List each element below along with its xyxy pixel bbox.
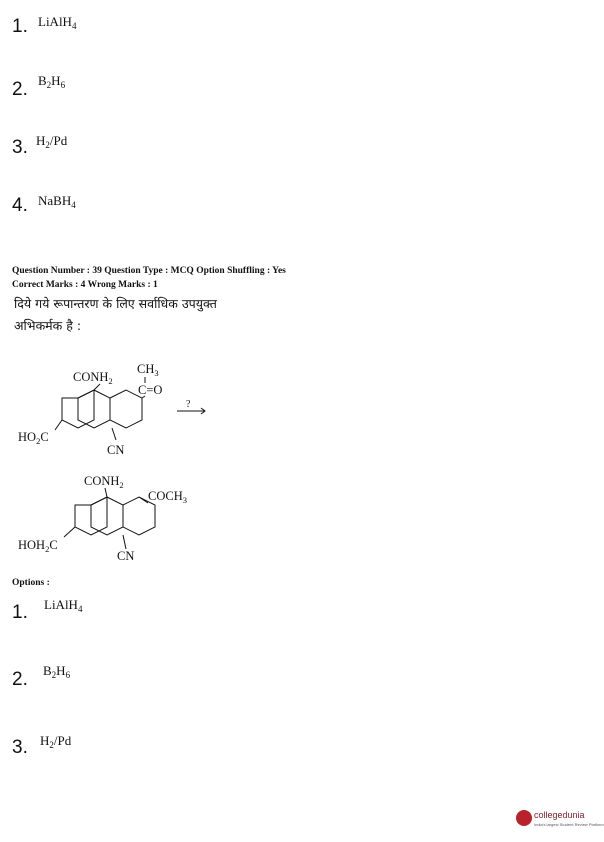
- product-cn-bond: [123, 535, 126, 549]
- product-hoh2c-label: $HOH_2C$: [18, 538, 58, 554]
- question-meta-line2: Correct Marks : 4 Wrong Marks : 1: [12, 280, 158, 290]
- bottom-option-2-number: 2.: [12, 669, 28, 690]
- product-conh2-label: $CONH_2$: [84, 474, 124, 490]
- top-option-3-text: $H_2/Pd$: [36, 133, 68, 150]
- reactant-ho2c-bond: [55, 420, 62, 430]
- reactant-cn-bond: [112, 428, 116, 440]
- product-cn-label: CN: [117, 549, 135, 563]
- logo-mascot-icon: [516, 810, 532, 826]
- top-option-1-text: LiAlH$_4$: [38, 14, 77, 31]
- top-option-3-number: 3.: [12, 137, 28, 158]
- top-option-4-number: 4.: [12, 195, 28, 216]
- reactant-conh2-label: $CONH_2$: [73, 370, 113, 386]
- product-coch3-label: $COCH_3$: [148, 489, 187, 505]
- bottom-option-3-number: 3.: [12, 737, 28, 758]
- reactant-ho2c-label: $HO_2C$: [18, 430, 49, 446]
- top-option-1-number: 1.: [12, 16, 28, 37]
- logo-name: collegedunia: [534, 810, 585, 820]
- bottom-option-3-text: $H_2/Pd$: [40, 733, 72, 750]
- options-label: Options :: [12, 578, 50, 588]
- product-conh2-bond: [105, 488, 107, 497]
- reactant-conh2-bond: [94, 384, 100, 390]
- collegedunia-logo: [516, 808, 604, 830]
- bottom-option-2-text: $B_2H_6$: [43, 663, 71, 680]
- reactant-co-label: C=O: [138, 383, 163, 397]
- top-option-4-text: NaBH$_4$: [38, 193, 76, 210]
- top-option-2-text: $B_2H_6$: [38, 73, 66, 90]
- product-hoh2c-bond: [64, 527, 75, 537]
- top-option-2-number: 2.: [12, 79, 28, 100]
- bottom-option-1-number: 1.: [12, 602, 28, 623]
- logo-tagline: India's largest Student Review Platform: [534, 822, 604, 827]
- bottom-option-1-text: LiAlH$_4$: [44, 597, 83, 614]
- question-meta-line1: Question Number : 39 Question Type : MCQ Option Shuffling : Yes: [12, 266, 286, 276]
- reactant-ch3-label: $CH_3$: [137, 362, 159, 378]
- product-coch3-bond: [139, 497, 148, 503]
- arrow-question-label: ?: [186, 399, 191, 410]
- reactant-cn-label: CN: [107, 443, 125, 457]
- question-text-line2: अभिकर्मक है :: [14, 318, 82, 333]
- question-text-line1: दिये गये रूपान्तरण के लिए सर्वाधिक उपयुक्त: [14, 296, 217, 311]
